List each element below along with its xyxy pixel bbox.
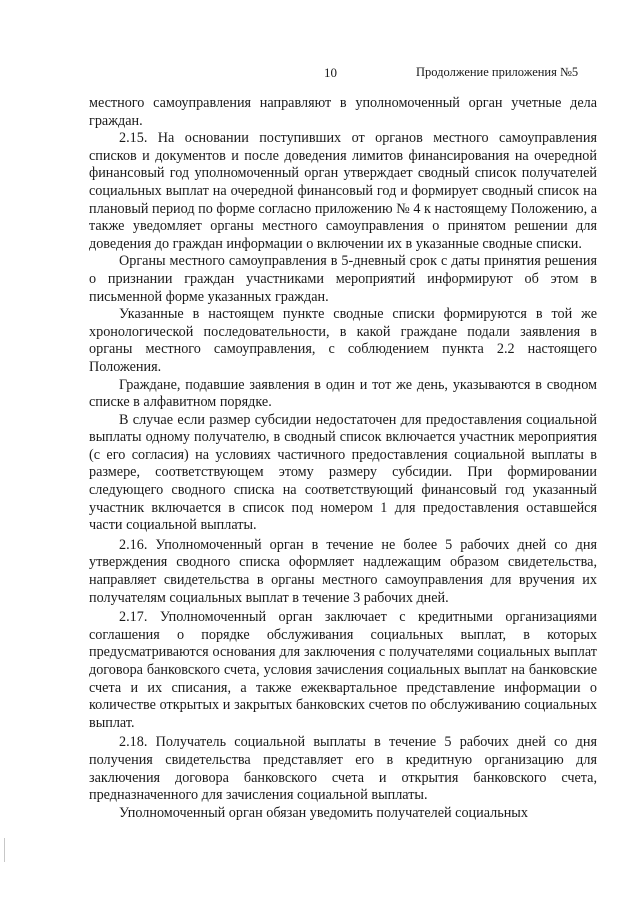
scan-margin-mark: [4, 838, 5, 862]
paragraph-2-16: 2.16. Уполномоченный орган в течение не более 5 рабочих дней со дня утверждения сводного списка оформляет надлежащим образом свидетельства, направляет свидетельства в органы местного самоуправления для вручения их получателям социальных выплат в течение 3 рабочих дней.: [89, 536, 597, 606]
paragraph-2-17: 2.17. Уполномоченный орган заключает с кредитными организациями соглашения о порядке обслуживания социальных выплат, в которых предусматриваются основания для заключения с получателями социальных выплат договора банковского счета, условия зачисления социальных выплат на банковские счета и их списания, а также ежеквартальное представление информации о количестве открытых и закрытых банковских счетов по обслуживанию социальных выплат.: [89, 609, 597, 731]
paragraph-2-15: 2.15. На основании поступивших от органов местного самоуправления списков и документов и после доведения лимитов финансирования на очередной финансовый год уполномоченный орган утверждает сводный список получателей социальных выплат на очередной финансовый год и формирует сводный список на плановый период по форме согласно приложению № 4 к настоящему Положению, а также уведомляет органы местного самоуправления о принятом решении для доведения до граждан информации о включении их в указанные сводные списки.: [89, 130, 597, 252]
page-number: 10: [324, 65, 337, 80]
paragraph-chronology: Указанные в настоящем пункте сводные списки формируются в той же хронологической последовательности, в какой граждане подали заявления в органы местного самоуправления, с соблюдением пункта 2.2 настоящего Положения.: [89, 306, 597, 375]
paragraph-2-18: 2.18. Получатель социальной выплаты в течение 5 рабочих дней со дня получения свидетельства представляет его в кредитную организацию для заключения договора банковского счета и открытия банковского счета, предназначенного для зачисления социальной выплаты.: [89, 734, 597, 804]
paragraph-continuation: местного самоуправления направляют в уполномоченный орган учетные дела граждан.: [89, 95, 597, 129]
paragraph-notify-recipients: Уполномоченный орган обязан уведомить получателей социальных: [119, 804, 528, 821]
paragraph-notification: Органы местного самоуправления в 5-дневный срок с даты принятия решения о признании граждан участниками мероприятий информируют об этом в письменной форме указанных граждан.: [89, 253, 597, 305]
header-note: Продолжение приложения №5: [416, 65, 579, 79]
paragraph-partial-subsidy: В случае если размер субсидии недостаточен для предоставления социальной выплаты одному получателю, в сводный список включается участник мероприятия (с его согласия) на условиях частичного предоставления социальной выплаты в размере, соответствующем этому размеру субсидии. При формировании следующего сводного списка на соответствующий финансовый год указанный участник включается в список под номером 1 для предоставления оставшейся части социальной выплаты.: [89, 411, 597, 534]
document-body: [89, 95, 597, 822]
paragraph-alphabetical: Граждане, подавшие заявления в один и тот же день, указываются в сводном списке в алфавитном порядке.: [89, 376, 597, 411]
